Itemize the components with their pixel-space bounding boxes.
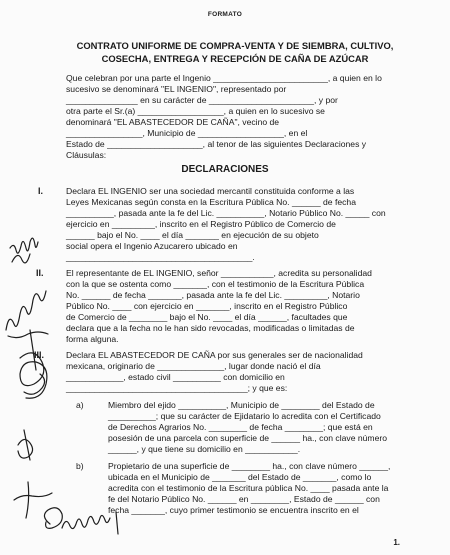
section-line: Declara EL INGENIO ser una sociedad mercantil constituida conforme a las <box>66 186 355 196</box>
intro-line: sucesivo se denominará "EL INGENIO", representado por <box>66 84 287 94</box>
section-numeral: II. <box>36 268 44 278</box>
intro-line: denominará "EL ABASTECEDOR DE CAÑA", vecino de <box>66 117 280 127</box>
signature-stroke <box>26 482 29 518</box>
signature-stroke <box>6 291 46 330</box>
section-numeral: I. <box>38 186 44 196</box>
section-line: ____________, estado civil __________ con domicilio en <box>66 372 285 382</box>
item-line: __________; que su carácter de Ejidatario lo acredita con el Certificado <box>108 411 381 421</box>
section-line: declara que a la fecha no le han sido revocadas, modificadas o limitadas de <box>66 323 355 333</box>
section-line: con la que se ostenta como _______, con el testimonio de la Escritura Pública <box>66 279 365 289</box>
signature-stroke <box>24 430 30 460</box>
signature-stroke <box>8 332 48 338</box>
item-line: Miembro del ejido __________, Municipio de ________ del Estado de <box>108 400 375 410</box>
signature-stroke <box>12 254 30 263</box>
section-line: mexicana, originario de ______________, lugar donde nació el día <box>66 361 321 371</box>
section-line: ______ bajo el No. ____ el día _______ en ejecución de su objeto <box>66 230 319 240</box>
signature-stroke <box>30 330 36 370</box>
signature-stroke <box>18 439 33 458</box>
title-line: COSECHA, ENTREGA Y RECEPCIÓN DE CAÑA DE AZÚCAR <box>101 52 369 64</box>
intro-line: _______________ en su carácter de ______________________, y por <box>66 95 338 105</box>
intro-line: otra parte el Sr.(a) __________________, a quien en lo sucesivo se <box>66 106 325 116</box>
title-line: CONTRATO UNIFORME DE COMPRA-VENTA Y DE SIEMBRA, CULTIVO, <box>76 40 394 51</box>
page-number: 1. <box>393 538 400 547</box>
signature-stroke <box>62 515 110 528</box>
section-line: de Comercio de ________ bajo el No. ____ el día ______, facultades que <box>66 312 348 322</box>
intro-line: Que celebran por una parte el Ingenio ________________________, a quien en lo <box>66 73 382 83</box>
section-line: No. ______ de fecha _______, pasada ante la fe del Lic. _________, Notario <box>66 290 360 300</box>
section-line: __________, pasada ante la fe del Lic. __________, Notario Público No. _____ con <box>66 208 386 218</box>
item-line: fecha _______, cuyo primer testimonio se encuentra inscrito en el <box>108 505 359 515</box>
section-numeral: III. <box>34 350 45 360</box>
item-line: de Derechos Agrarios No. ________ de fecha ________; que está en <box>108 422 373 432</box>
section-line: ejercicio en _________, inscrito en el Registro Público de Comercio de <box>66 219 336 229</box>
item-letter: b) <box>76 461 84 471</box>
signature-stroke <box>44 508 62 529</box>
section-line: _______________________________________. <box>66 252 255 262</box>
item-line: ______, y que tiene su domicilio en ___________. <box>108 444 301 454</box>
item-line: ubicada en el Municipio de _______ del Estado de _______, como lo <box>108 472 372 482</box>
item-line: fe del Notario Público No. ______ en ________, Estado de ______ con <box>108 494 380 504</box>
formato-label: FORMATO <box>207 11 243 18</box>
section-line: Declara EL ABASTECEDOR DE CAÑA por sus generales ser de nacionalidad <box>66 350 363 360</box>
item-line: Propietario de una superficie de ________ ha., con clave número ______, <box>108 461 391 471</box>
intro-line: Estado de ____________________, al tenor de las siguientes Declaraciones y <box>66 139 367 149</box>
section-line: Leyes Mexicanas según consta en la Escritura Pública No. ______ de fecha <box>66 197 356 207</box>
section-line: social opera el Ingenio Azucarero ubicado en <box>66 241 238 251</box>
signature-stroke <box>10 238 38 253</box>
intro-line: Cláusulas: <box>66 150 107 160</box>
section-line: El representante de EL INGENIO, señor ___________, acredita su personalidad <box>66 268 372 278</box>
declaraciones-heading: DECLARACIONES <box>181 164 269 175</box>
item-line: posesión de una parcela con superficie de ______ ha., con clave número <box>108 433 388 443</box>
section-line: forma alguna. <box>66 334 119 344</box>
section-line: ______________________________________; y que es: <box>66 383 288 393</box>
intro-line: ________________, Municipio de __________________, en el <box>66 128 308 138</box>
item-letter: a) <box>76 400 84 410</box>
item-line: acredita con el testimonio de la Escritura pública No. ____ pasada ante la <box>108 483 389 493</box>
section-line: Público No. ____ con ejercicio en _______, inscrito en el Registro Público <box>66 301 348 311</box>
signature-stroke <box>116 512 118 534</box>
signature-stroke <box>14 493 52 500</box>
